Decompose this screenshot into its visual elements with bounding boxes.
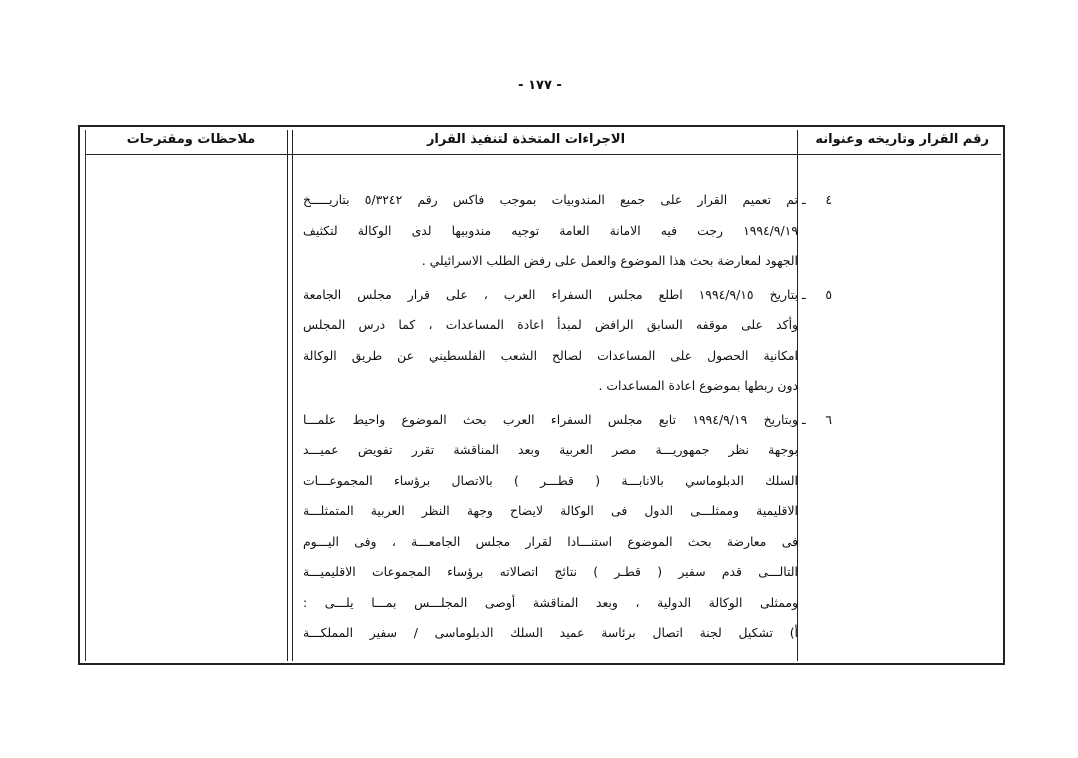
header-divider: [86, 154, 1001, 155]
item-number: ٥ ـ: [802, 286, 832, 302]
line-text: وممثلى الوكالة الدولية ، وبعد المناقشة أوصى المجلـــس بمـــا يلـــى :: [303, 594, 798, 610]
header-actions: الاجراءات المتخذة لتنفيذ القرار: [426, 132, 626, 147]
line-text: دون ربطها بموضوع اعادة المساعدات .: [598, 378, 798, 393]
text-line: [303, 315, 798, 346]
text-line: [303, 285, 832, 316]
header-decision: رقم القرار وتاريخه وعنوانه: [815, 132, 989, 147]
line-text: التالـــى قدم سفير ( قطـر ) نتائج اتصالاته برؤساء المجموعات الاقليميـــة: [303, 564, 798, 579]
text-line: [303, 471, 798, 502]
text-line: [303, 440, 798, 471]
text-line: [303, 532, 798, 563]
column-divider: [287, 130, 288, 661]
actions-text: [303, 190, 832, 654]
text-line: [303, 346, 798, 377]
text-line: [303, 593, 798, 624]
text-line: [303, 376, 798, 407]
line-text: فى معارضة بحث الموضوع استنـــادا لقرار مجلس الجامعـــة ، وفى اليـــوم: [303, 533, 798, 549]
page-number: - ١٧٧ -: [518, 78, 562, 93]
line-text: أ) تشكيل لجنة اتصال برئاسة عميد السلك الدبلوماسى / سفير المملكـــة: [303, 625, 798, 640]
line-text: ١٩٩٤/٩/١٩ رجت فيه الامانة العامة توجيه مندوبيها لدى الوكالة لتكثيف: [303, 222, 798, 238]
text-line: [303, 562, 798, 593]
text-line: [303, 623, 798, 654]
text-line: [303, 221, 798, 252]
text-line: [303, 410, 832, 441]
item-number: ٤ ـ: [802, 192, 832, 207]
column-divider: [292, 130, 293, 661]
line-text: بوجهة نظر جمهوريـــة مصر العربية وبعد المناقشة تقرر تفويض عميـــد: [303, 442, 798, 457]
text-line: [303, 251, 798, 282]
line-text: الاقليمية وممثلـــى الدول فى الوكالة لايضاح وجهة النظر العربية المتمثلـــة: [303, 503, 798, 518]
header-notes: ملاحظات ومقترحات: [126, 132, 256, 147]
item-number: ٦ ـ: [802, 411, 832, 427]
decisions-table: [78, 125, 1005, 665]
line-text: تم تعميم القرار على جميع المندوبيات بموجب فاكس رقم ٥/٣٢٤٢ بتاريـــــخ: [303, 192, 798, 207]
line-text: بتاريخ ١٩٩٤/٩/١٥ اطلع مجلس السفراء العرب ، على قرار مجلس الجامعة: [303, 286, 798, 302]
text-line: [303, 501, 798, 532]
line-text: الجهود لمعارضة بحث هذا الموضوع والعمل على رفض الطلب الاسرائيلي .: [421, 253, 798, 268]
line-text: امكانية الحصول على المساعدات لصالح الشعب الفلسطيني عن طريق الوكالة: [303, 347, 798, 363]
line-text: وبتاريخ ١٩٩٤/٩/١٩ تابع مجلس السفراء العرب بحث الموضوع واحيط علمـــا: [303, 411, 798, 427]
text-line: [303, 190, 832, 221]
line-text: السلك الدبلوماسي بالانابـــة ( قطـــر ) بالاتصال برؤساء المجموعـــات: [303, 472, 798, 488]
line-text: وأكد على موقفه السابق الرافض لمبدأ اعادة المساعدات ، كما درس المجلس: [303, 317, 798, 332]
